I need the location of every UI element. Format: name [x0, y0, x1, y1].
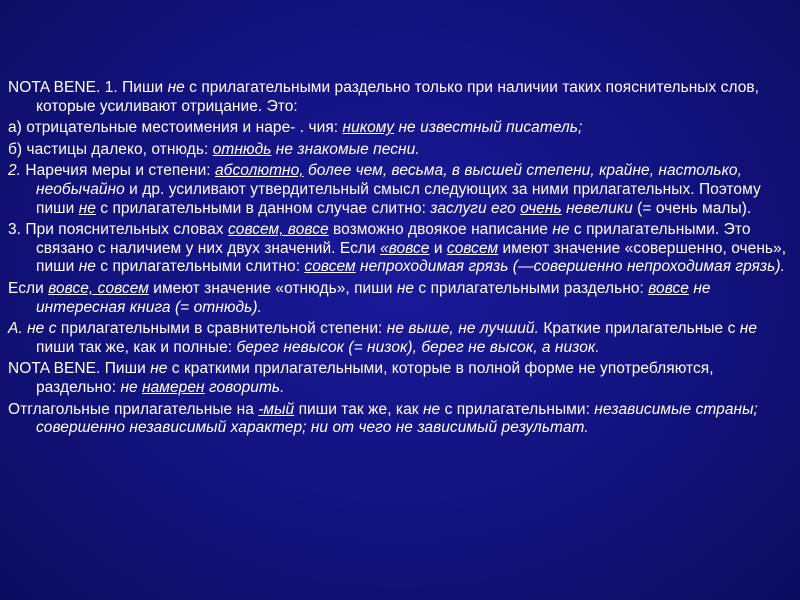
paragraph-vovse-otnyud: [8, 280, 788, 317]
text-run: очень: [520, 199, 562, 217]
slide-text-body: [8, 79, 788, 441]
text-run: с краткими прилагательными, которые в полной форме не употребляются, раздельно:: [36, 360, 714, 396]
text-run: отнюдь: [212, 140, 272, 158]
text-run: не интересная книга (= отнюдь).: [36, 279, 711, 316]
text-run: не: [78, 258, 96, 276]
text-run: совсем, вовсе: [227, 221, 329, 239]
text-run: вовсе, совсем: [48, 279, 149, 297]
text-run: с прилагательными слитно:: [95, 258, 305, 276]
text-run: заслуги его: [430, 199, 521, 217]
text-run: не: [150, 360, 168, 378]
text-run: не: [78, 199, 96, 217]
paragraph-rule-2: [8, 162, 788, 218]
text-run: никому: [342, 119, 395, 137]
text-run: с прилагательными в данном случае слитно:: [95, 199, 431, 217]
paragraph-rule-4: [8, 320, 788, 357]
text-run: с прилагательными раздельно только при наличии таких пояснительных слов, которые усиливают отрицание. Это:: [36, 79, 760, 115]
text-run: намерен: [142, 378, 205, 396]
text-run: не: [120, 378, 143, 396]
text-run: абсолютно,: [215, 162, 304, 180]
text-run: более чем, весьма, в высшей степени, крайне, настолько, необычайно: [36, 162, 742, 198]
text-run: берег невысок (= низок), берег не высок, а низок.: [236, 338, 600, 356]
text-run: совсем: [304, 258, 356, 276]
text-run: б) частицы далеко, отнюдь:: [8, 140, 213, 158]
paragraph-item-a: [8, 119, 788, 138]
text-run: Если: [8, 279, 49, 297]
text-run: а) отрицательные местоимения и наре- . чия:: [8, 119, 343, 137]
text-run: не: [167, 79, 185, 96]
text-run: имеют значение «совершенно, очень», пиши: [36, 239, 787, 276]
text-run: NOTA BENE. 1. Пиши: [8, 79, 168, 96]
text-run: не: [552, 221, 570, 239]
text-run: не: [422, 400, 441, 418]
text-run: пиши так же, как: [294, 400, 423, 418]
text-run: не известный писатель;: [394, 119, 583, 137]
text-run: совсем: [446, 239, 499, 257]
text-run: «вовсе: [380, 239, 430, 257]
text-run: независимые страны; совершенно независимый характер; ни от чего не зависимый результат.: [36, 400, 758, 437]
text-run: непроходимая грязь (—совершенно непроходимая грязь).: [355, 258, 785, 276]
text-run: не знакомые песни.: [271, 140, 420, 158]
text-run: возможно двоякое написание: [328, 221, 553, 239]
text-run: и: [429, 239, 447, 257]
text-run: не: [396, 279, 415, 297]
text-run: пиши так же, как и полные:: [36, 338, 237, 356]
paragraph-nota-bene-2: [8, 360, 788, 397]
text-run: с прилагательными:: [440, 400, 595, 418]
text-run: 3. При пояснительных словах: [8, 221, 228, 239]
text-run: Отглагольные прилагательные на: [8, 400, 259, 418]
text-run: и др. усиливают утвердительный смысл следующих за ними прилагательных. Поэтому пиши: [36, 180, 761, 217]
text-run: Краткие прилагательные с: [538, 320, 740, 338]
paragraph-verbal-adjectives: [8, 401, 788, 438]
text-run: не выше, не лучший.: [386, 320, 539, 338]
text-run: Наречия меры и степени:: [21, 162, 216, 180]
text-run: невелики: [561, 199, 633, 217]
text-run: 2.: [8, 162, 22, 180]
text-run: с прилагательными. Это связано с наличием у них двух значений. Если: [36, 221, 751, 257]
text-run: вовсе: [648, 279, 689, 297]
paragraph-rule-3: [8, 221, 788, 277]
text-run: говорить.: [204, 378, 285, 396]
text-run: А. не с: [8, 320, 57, 338]
text-run: не: [739, 320, 757, 338]
text-run: (= очень малы).: [632, 199, 752, 217]
text-run: NOTA BENE. Пиши: [8, 360, 151, 378]
text-run: -мый: [258, 400, 295, 418]
paragraph-item-b: [8, 141, 788, 160]
text-run: имеют значение «отнюдь», пиши: [148, 279, 397, 297]
text-run: прилагательными в сравнительной степени:: [56, 320, 387, 338]
paragraph-nota-bene-1: [8, 79, 788, 116]
text-run: с прилагательными раздельно:: [414, 279, 649, 297]
